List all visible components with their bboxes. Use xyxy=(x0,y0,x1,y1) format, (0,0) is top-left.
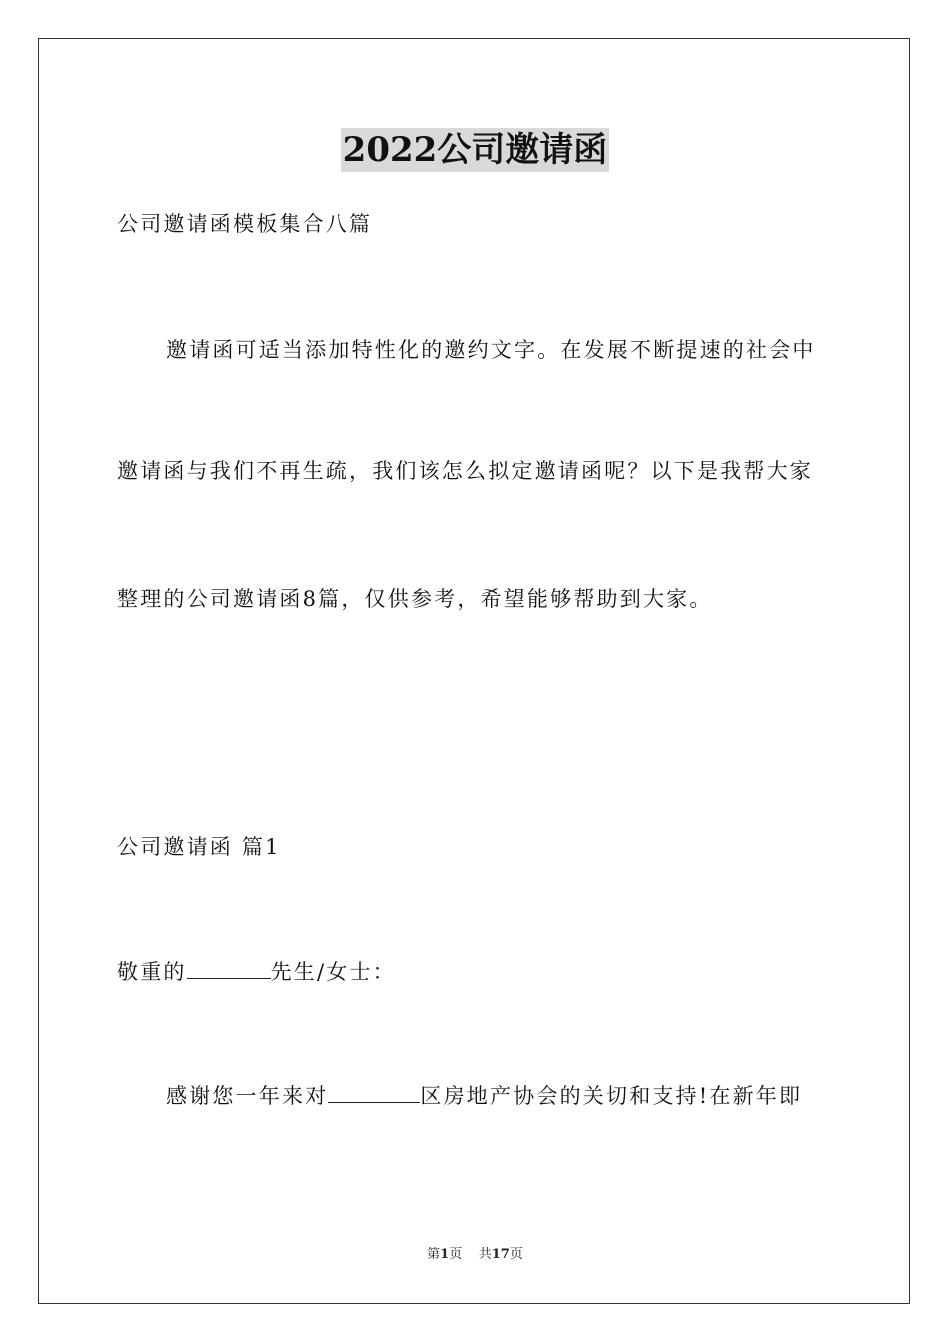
title-block xyxy=(0,128,950,172)
salutation-suffix: 先生/女士： xyxy=(270,960,396,984)
section-heading: 公司邀请函 篇1 xyxy=(117,835,281,859)
name-blank xyxy=(187,956,271,979)
body-suffix: 区房地产协会的关切和支持!在新年即 xyxy=(420,1084,803,1108)
district-blank xyxy=(328,1080,420,1103)
body-prefix: 感谢您一年来对 xyxy=(166,1084,329,1108)
document-title: 2022公司邀请函 xyxy=(342,130,608,170)
intro-line-3: 整理的公司邀请函8篇，仅供参考，希望能够帮助到大家。 xyxy=(117,587,713,611)
page-unit: 页 xyxy=(449,1247,463,1262)
document-subtitle: 公司邀请函模板集合八篇 xyxy=(117,212,373,236)
page-number: 1 xyxy=(440,1247,450,1262)
total-unit: 页 xyxy=(509,1247,523,1262)
total-prefix: 共 xyxy=(478,1247,492,1262)
body-line xyxy=(166,1080,802,1111)
intro-line-1: 邀请函可适当添加特性化的邀约文字。在发展不断提速的社会中 xyxy=(166,338,816,362)
page-footer xyxy=(0,1246,950,1264)
intro-line-2: 邀请函与我们不再生疏，我们该怎么拟定邀请函呢？以下是我帮大家 xyxy=(117,459,813,483)
page-prefix: 第 xyxy=(427,1247,441,1262)
salutation-line xyxy=(117,956,396,987)
page-total: 17 xyxy=(491,1247,510,1262)
salutation-prefix: 敬重的 xyxy=(117,960,187,984)
